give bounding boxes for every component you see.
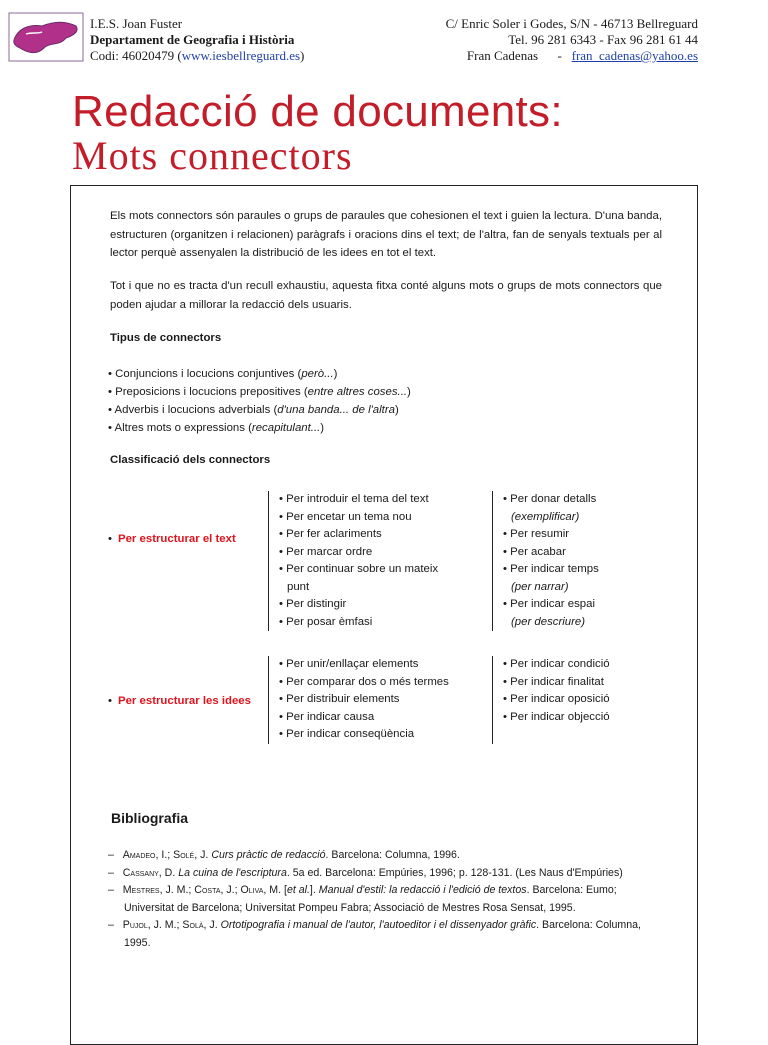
list-item: • Per indicar objecció (503, 710, 610, 723)
bibliography-heading: Bibliografia (111, 810, 189, 826)
list-item: (exemplificar) (511, 510, 580, 523)
school-code (90, 48, 304, 64)
page-title-line2: Mots connectors (72, 133, 353, 178)
list-item: – Amadeo, I.; Solé, J. Curs pràctic de redacció. Barcelona: Columna, 1996. (108, 849, 460, 861)
code-text: Codi: 46020479 ( (90, 48, 182, 63)
department-name: Departament de Geografia i Història (90, 32, 295, 47)
list-item: • Per indicar oposició (503, 693, 610, 705)
list-item: • Preposicions i locucions prepositives (entre altres coses...) (108, 386, 411, 398)
bibliography-list (108, 847, 668, 952)
list-item: • Per indicar temps (503, 563, 599, 575)
list-item: • Adverbis i locucions adverbials (d'una banda... de l'altra) (108, 404, 399, 416)
school-info (90, 16, 304, 64)
list-item: • Per acabar (503, 545, 566, 558)
author-name: Fran Cadenas - (466, 48, 572, 63)
list-item: • Per introduir el tema del text (279, 493, 429, 505)
category-label: Per estructurar les idees (118, 695, 251, 707)
types-list (108, 365, 411, 437)
code-suffix: ) (300, 48, 305, 63)
map-logo-icon (8, 12, 84, 62)
list-item: (per narrar) (511, 580, 569, 593)
category-label: Per estructurar el text (118, 533, 236, 545)
list-item: • Per donar detalls (503, 493, 597, 505)
list-item: • Per indicar espai (503, 598, 595, 610)
group2-column2 (492, 656, 610, 744)
list-item: – Pujol, J. M.; Solà, J. Ortotipografia i manual de l'autor, l'autoeditor i el dissenyador gràfic. Barcelona: Columna, 1995. (108, 919, 641, 949)
phone-fax: Tel. 96 281 6343 - Fax 96 281 61 44 (508, 32, 698, 47)
intro-paragraph-1: Els mots connectors són paraules o grups de paraules que cohesionen el text i guien la lectura. D'una banda, estructuren (organitzen i relacionen) paràgrafs i oracions dins el text; de l'altra, fan de senyals textuals per al lector perquè assenyalen la distribució de les idees en tot el text. (110, 210, 662, 259)
school-logo (8, 12, 84, 62)
list-item: • Per indicar condició (503, 658, 610, 670)
list-item: • Per indicar finalitat (503, 675, 604, 688)
contact-info (446, 16, 698, 64)
list-item: • Per fer aclariments (279, 528, 382, 540)
email-link[interactable]: fran_cadenas@yahoo.es (571, 48, 698, 63)
classification-heading: Classificació dels connectors (110, 454, 271, 466)
list-item: – Mestres, J. M.; Costa, J.; Oliva, M. [et al.]. Manual d'estil: la redacció i l'edició de textos. Barcelona: Eumo; Universitat de Barcelona; Universitat Pompeu Fabra; Associació de Mestres Rosa Sensat, 1995. (108, 884, 617, 914)
group1-column2 (492, 491, 599, 631)
address: C/ Enric Soler i Godes, S/N - 46713 Bellreguard (445, 16, 698, 31)
list-item: • Per marcar ordre (279, 545, 373, 558)
list-item: • Altres mots o expressions (recapitulant...) (108, 422, 325, 434)
website-link[interactable]: www.iesbellreguard.es (181, 48, 301, 63)
category-structure-ideas (108, 695, 251, 707)
list-item: • Per unir/enllaçar elements (279, 658, 419, 670)
list-item: (per descriure) (511, 615, 586, 628)
list-item: • Per continuar sobre un mateix (279, 563, 439, 575)
list-item: punt (287, 580, 310, 593)
school-name: I.E.S. Joan Fuster (90, 16, 183, 31)
list-item: • Per comparar dos o més termes (279, 675, 449, 688)
list-item: • Per indicar conseqüència (279, 728, 415, 740)
category-structure-text (108, 533, 236, 545)
types-heading: Tipus de connectors (110, 332, 222, 344)
list-item: • Per indicar causa (279, 710, 375, 723)
author-line (446, 48, 698, 64)
intro-paragraph-2: Tot i que no es tracta d'un recull exhaustiu, aquesta fitxa conté alguns mots o grups de mots connectors que poden ajudar a millorar la redacció dels usuaris. (110, 280, 662, 311)
list-item: • Per distingir (279, 598, 347, 610)
list-item: • Per distribuir elements (279, 693, 400, 705)
group2-column1 (268, 656, 449, 744)
list-item: • Conjuncions i locucions conjuntives (però...) (108, 368, 338, 380)
group1-column1 (268, 491, 438, 631)
bullet: • (108, 533, 112, 545)
page-title-line1: Redacció de documents: (72, 87, 563, 136)
list-item: • Per posar èmfasi (279, 615, 373, 628)
list-item: • Per resumir (503, 528, 570, 540)
bullet: • (108, 695, 112, 707)
list-item: – Cassany, D. La cuina de l'escriptura. 5a ed. Barcelona: Empúries, 1996; p. 128-131. (Les Naus d'Empúries) (108, 866, 623, 879)
list-item: • Per encetar un tema nou (279, 510, 412, 523)
